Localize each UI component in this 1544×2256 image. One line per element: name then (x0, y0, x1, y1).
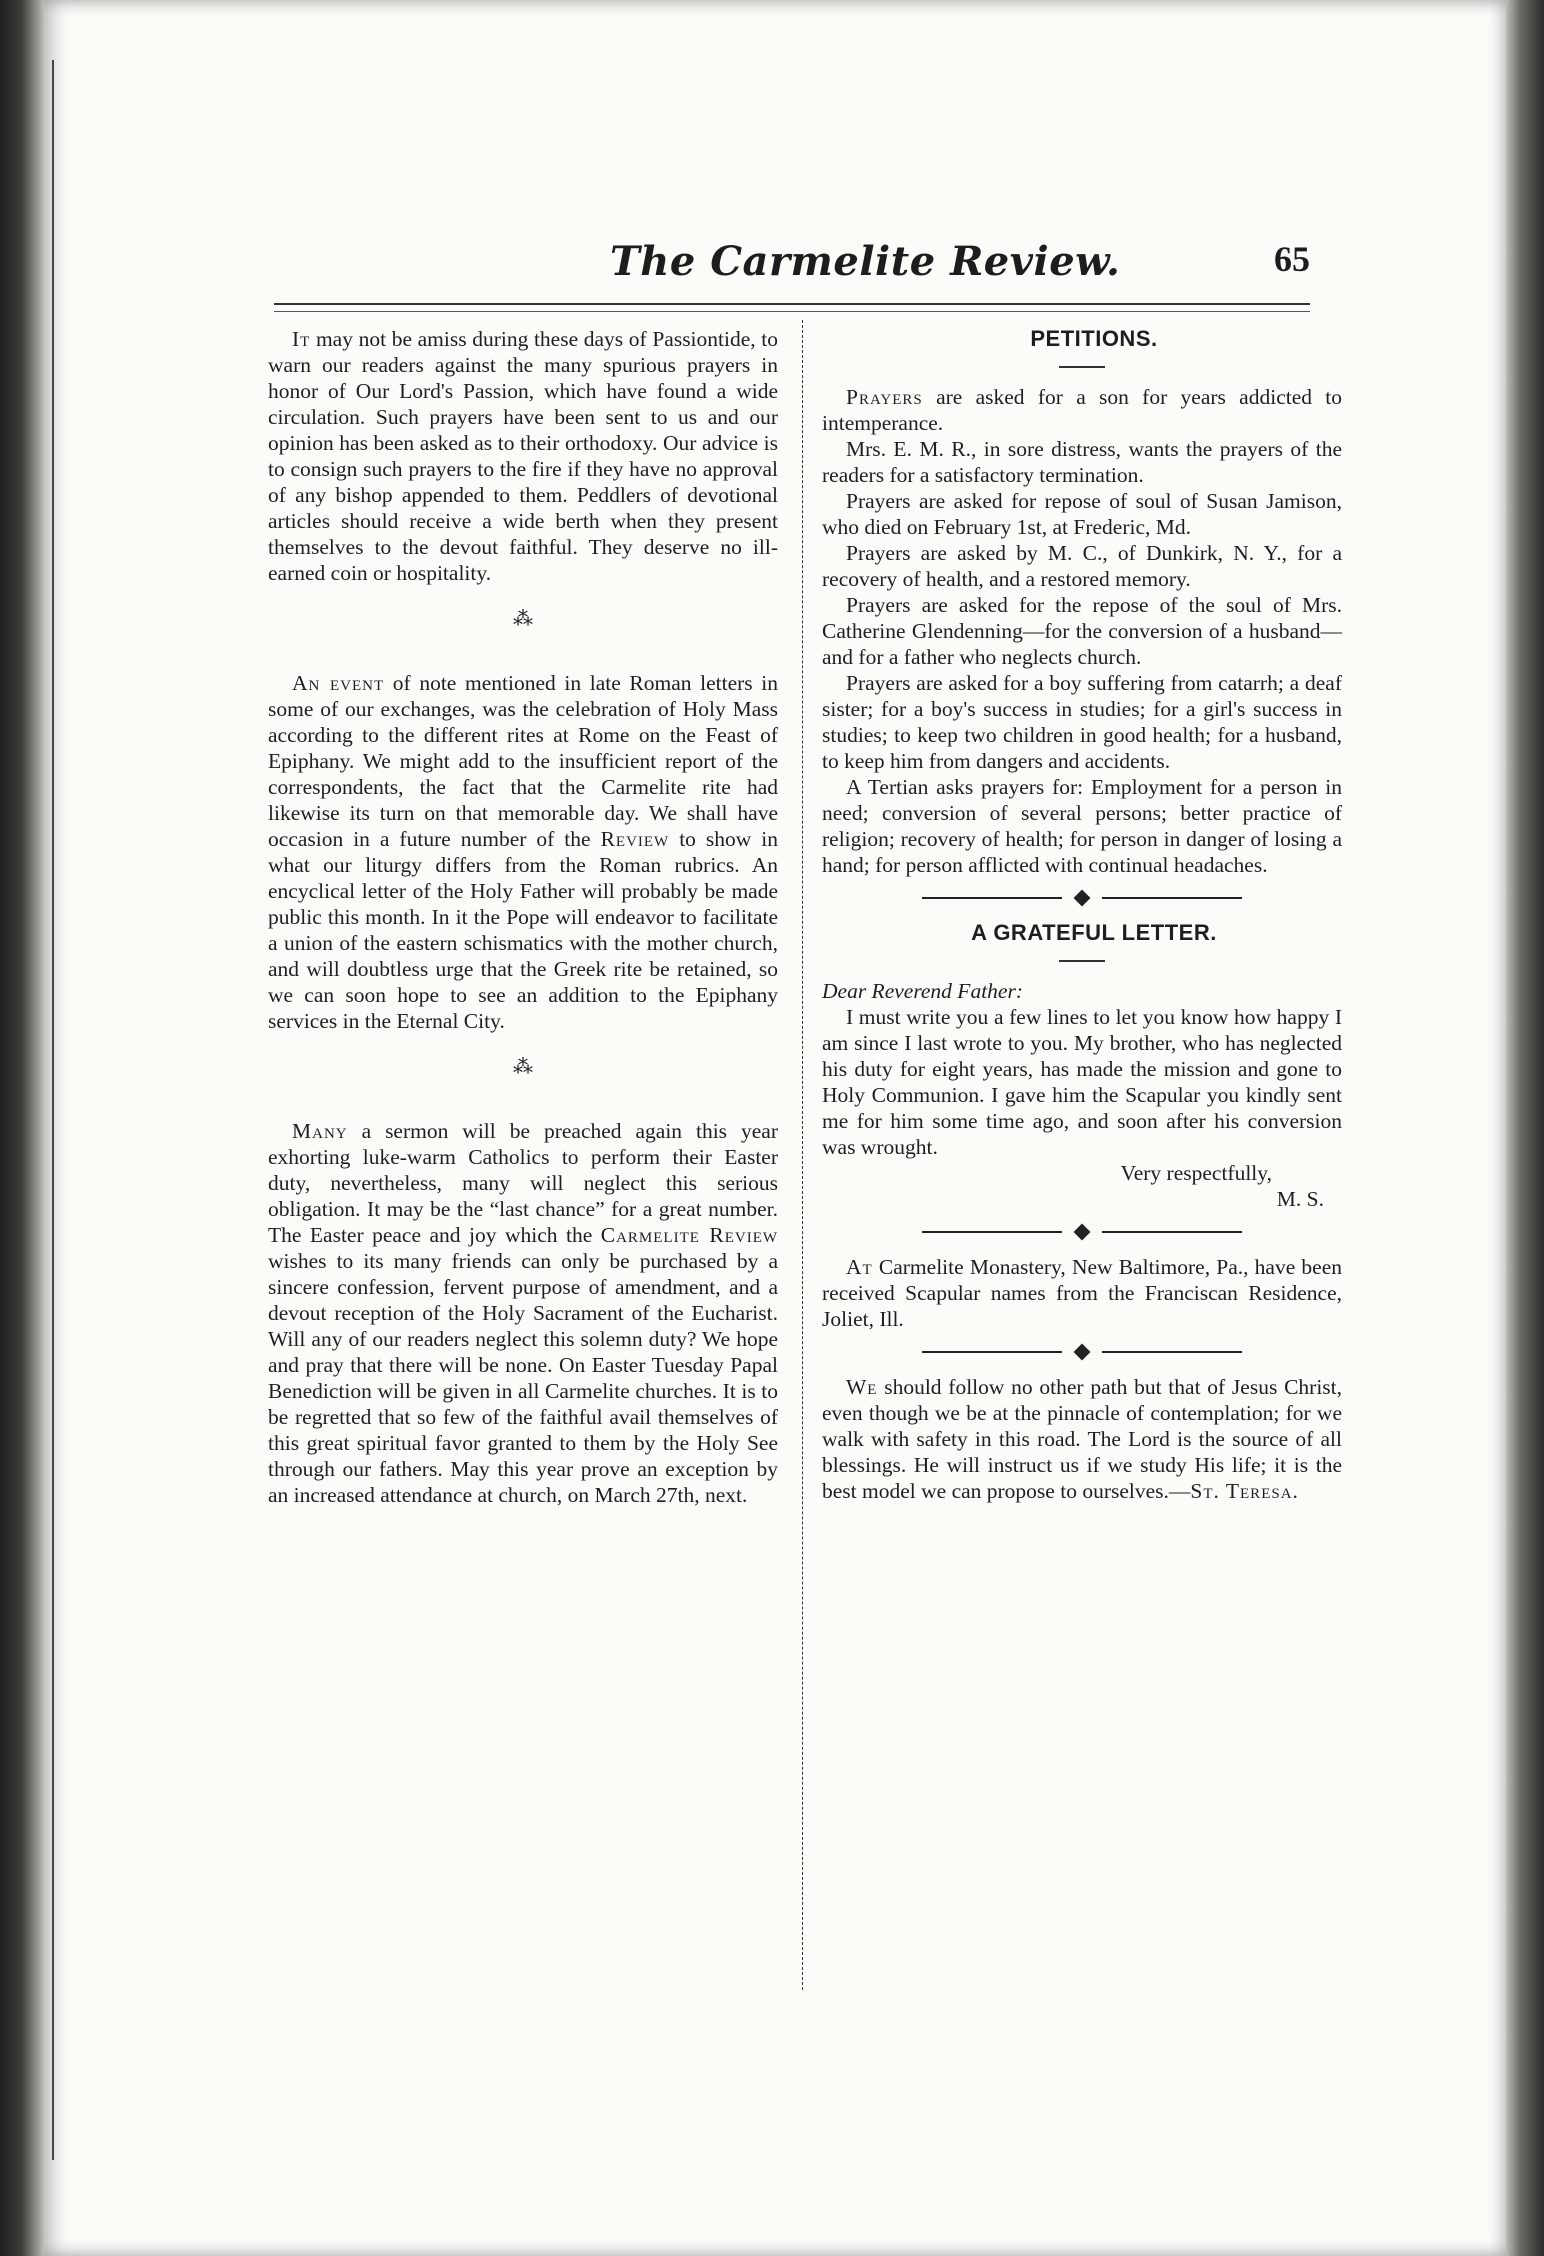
drop-lead: Prayers (846, 385, 923, 409)
petition-item: Prayers are asked for the repose of the soul of Mrs. Catherine Glendenning—for the conversion of a husband—and for a father who neglects church. (822, 593, 1342, 669)
ornamental-divider (922, 1344, 1242, 1360)
drop-lead: At (846, 1255, 873, 1279)
paragraph-text: to show in what our liturgy differs from the Roman rubrics. An encyclical letter of the Holy Father will probably be made public this month. In it the Pope will endeavor to facilitate a union of the eastern schismatics with the mother church, and will doubtless urge that the Greek rite be retained, so we can soon hope to see an addition to the Epiphany services in the Eternal City. (268, 827, 779, 1033)
paragraph-text: are asked for a son for years addicted to intemperance. (822, 385, 1343, 435)
petition-item (822, 384, 1342, 436)
review-name: Carmelite Review (600, 1223, 779, 1247)
petition-item: Mrs. E. M. R., in sore distress, wants the prayers of the readers for a satisfactory termination. (822, 437, 1342, 487)
scapular-notice (822, 1254, 1342, 1332)
right-column (822, 326, 1342, 1504)
petition-item: Prayers are asked for a boy suffering from catarrh; a deaf sister; for a boy's success in studies; for a girl's success in studies; to keep two children in good health; for a husband, to keep him from dangers and accidents. (822, 671, 1342, 773)
paragraph-text: Carmelite Monastery, New Baltimore, Pa., have been received Scapular names from the Franciscan Residence, Joliet, Ill. (822, 1255, 1343, 1331)
drop-lead: It (292, 327, 311, 351)
drop-lead: An event (292, 671, 385, 695)
asterism-separator: ⁂ (513, 608, 533, 630)
paragraph-text: of note mentioned in late Roman letters in some of our exchanges, was the celebration of Holy Mass according to the different rites at Rome on the Feast of Epiphany. We might add to the insufficient report of the correspondents, the fact that the Carmelite rite had likewise its turn on that memorable day. We shall have occasion in a future number of the (268, 671, 779, 851)
short-rule (1059, 366, 1105, 368)
st-teresa-quote (822, 1374, 1342, 1504)
letter-initials: M. S. (1276, 1187, 1324, 1211)
epiphany-paragraph (268, 670, 778, 1034)
drop-lead: We (846, 1375, 878, 1399)
passiontide-paragraph (268, 326, 778, 586)
petition-item: Prayers are asked for repose of soul of Susan Jamison, who died on February 1st, at Frederic, Md. (822, 489, 1342, 539)
asterism-separator: ⁂ (513, 1056, 533, 1078)
letter-heading: A GRATEFUL LETTER. (971, 920, 1217, 945)
short-rule (1059, 960, 1105, 962)
previous-page-stub (52, 60, 66, 2160)
page-number: 65 (1274, 239, 1310, 279)
easter-duty-paragraph (268, 1118, 778, 1508)
column-divider (802, 320, 803, 1990)
quote-attribution: St. Teresa. (1190, 1479, 1299, 1503)
book-binding-edge (0, 0, 48, 2256)
petition-item: A Tertian asks prayers for: Employment for a person in need; conversion of several persons; better practice of religion; recovery of health; for person in danger of losing a hand; for person afflicted with continual headaches. (822, 775, 1342, 877)
header-rule (274, 303, 1310, 305)
paragraph-text: may not be amiss during these days of Passiontide, to warn our readers against the many spurious prayers in honor of Our Lord's Passion, which have found a wide circulation. Such prayers have been sent to us and our opinion has been asked as to their orthodoxy. Our advice is to consign such prayers to the fire if they have no approval of any bishop appended to them. Peddlers of devotional articles should receive a wide berth when they present themselves to the devout faithful. They deserve no ill-earned coin or hospitality. (268, 327, 778, 585)
letter-salutation: Dear Reverend Father: (822, 979, 1023, 1003)
letter-closing: Very respectfully, (1120, 1161, 1272, 1185)
paragraph-text: should follow no other path but that of Jesus Christ, even though we be at the pinnacle of contemplation; for we walk with safety in this road. The Lord is the source of all blessings. He will instruct us if we study His life; it is the best model we can propose to ourselves.— (822, 1375, 1343, 1503)
running-header (230, 238, 1310, 298)
paragraph-text: wishes to its many friends can only be purchased by a sincere confession, fervent purpose of amendment, and a devout reception of the Holy Sacrament of the Eucharist. Will any of our readers neglect this solemn duty? We hope and pray that there will be none. On Easter Tuesday Papal Benediction will be given in all Carmelite churches. It is to be regretted that so few of the faithful avail themselves of this great spiritual favor granted to them by the Holy See through our fathers. May this year prove an exception by an increased attendance at church, on March 27th, next. (268, 1249, 778, 1507)
paragraph-text: a sermon will be preached again this year exhorting luke-warm Catholics to perform their Easter duty, nevertheless, many will neglect this serious obligation. It may be the “last chance” for a great number. The Easter peace and joy which the (268, 1119, 778, 1247)
journal-title: The Carmelite Review. (610, 238, 1121, 285)
ornamental-divider (922, 1224, 1242, 1240)
letter-body: I must write you a few lines to let you know how happy I am since I last wrote to you. My brother, who has neglected his duty for eight years, has made the mission and gone to Holy Communion. I gave him the Scapular you kindly sent me for him some time ago, and soon after his conversion was wrought. (822, 1005, 1342, 1159)
drop-lead: Many (292, 1119, 348, 1143)
petition-item: Prayers are asked by M. C., of Dunkirk, N. Y., for a recovery of health, and a restored memory. (822, 541, 1342, 591)
petitions-heading: PETITIONS. (1030, 326, 1158, 351)
scan-right-edge (1504, 0, 1544, 2256)
left-column (268, 326, 778, 1508)
review-name: Review (600, 827, 670, 851)
ornamental-divider (922, 890, 1242, 906)
header-rule-thin (274, 311, 1310, 312)
